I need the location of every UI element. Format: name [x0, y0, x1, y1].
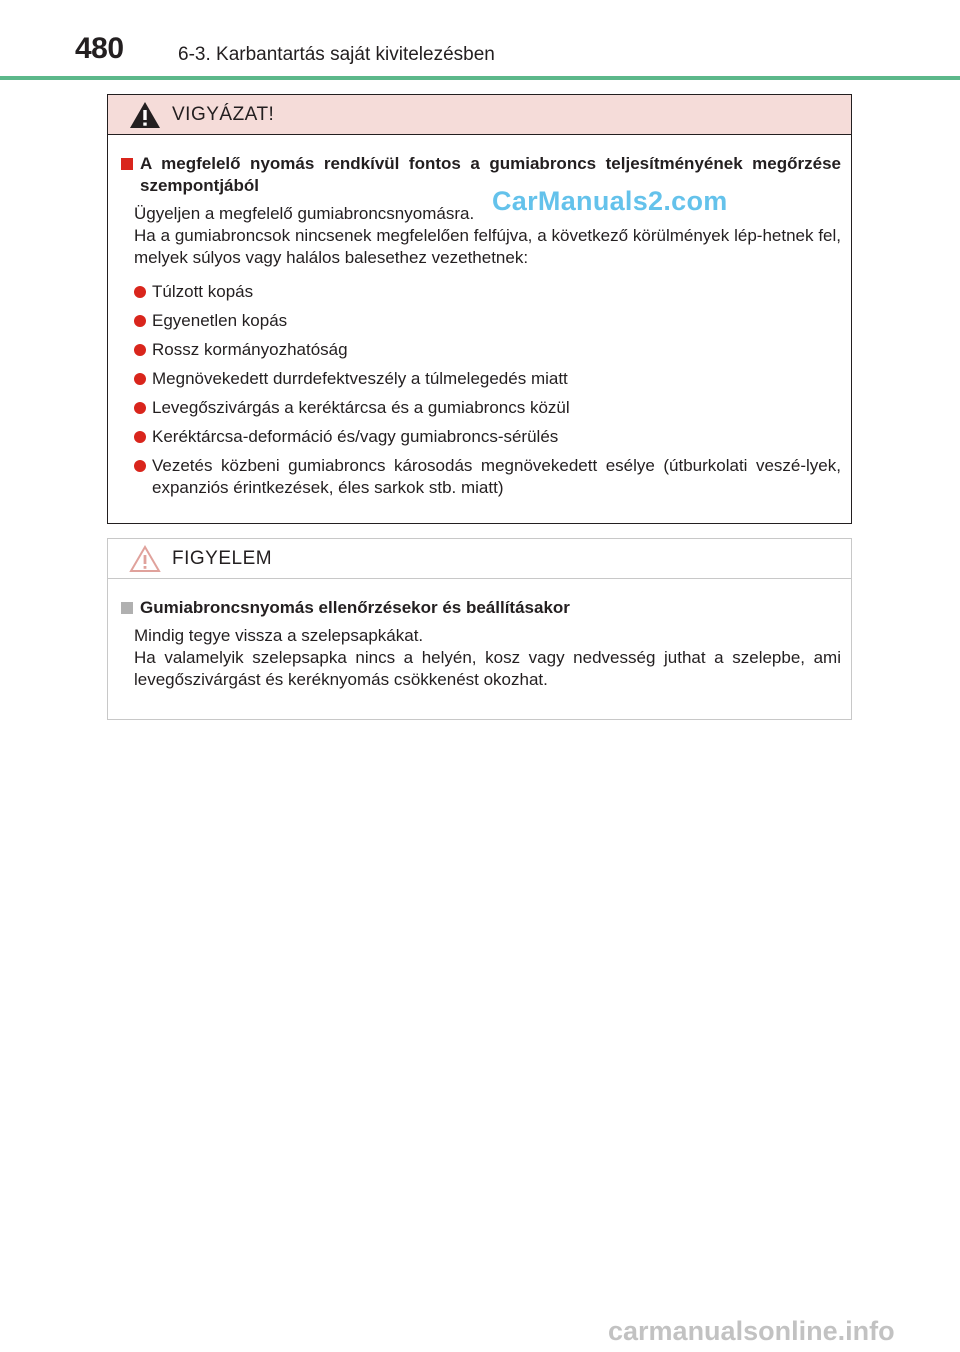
list-item: Rossz kormányozhatóság: [134, 339, 841, 361]
warning-bullet-list: [121, 281, 841, 499]
section-title: 6-3. Karbantartás saját kivitelezésben: [178, 44, 495, 65]
header-rule: [0, 76, 960, 80]
notice-title: FIGYELEM: [172, 547, 273, 569]
list-item: Levegőszivárgás a keréktárcsa és a gumiabroncs közül: [134, 397, 841, 419]
gray-square-icon: [121, 602, 133, 614]
caution-triangle-icon: [128, 544, 162, 574]
notice-paragraph: Ha valamelyik szelepsapka nincs a helyén, kosz vagy nedvesség juthat a szelepbe, ami levegőszivárgást és keréknyomás csökkenést okozhat.: [134, 648, 841, 689]
notice-paragraph: Mindig tegye vissza a szelepsapkákat.: [134, 626, 424, 645]
page-number: 480: [75, 32, 124, 65]
watermark-carmanualsonline: carmanualsonline.info: [608, 1316, 895, 1346]
list-item: Vezetés közbeni gumiabroncs károsodás megnövekedett esélye (útburkolati veszé-lyek, expanziós érintkezések, éles sarkok stb. miatt): [134, 455, 841, 499]
red-dot-icon: [134, 460, 146, 472]
list-item: Túlzott kopás: [134, 281, 841, 303]
warning-triangle-icon: [128, 100, 162, 130]
warning-title: VIGYÁZAT!: [172, 103, 275, 125]
notice-heading: [121, 597, 841, 619]
notice-heading-text: Gumiabroncsnyomás ellenőrzésekor és beállításakor: [140, 598, 570, 617]
red-dot-icon: [134, 315, 146, 327]
list-item: Egyenetlen kopás: [134, 310, 841, 332]
warning-paragraph: Ha a gumiabroncsok nincsenek megfelelően felfújva, a következő körülmények lép-hetnek fel, melyek súlyos vagy halálos balesethez vezethetnek:: [134, 226, 841, 267]
watermark-carmanuals2: CarManuals2.com: [492, 186, 728, 216]
red-dot-icon: [134, 286, 146, 298]
notice-body: [108, 579, 851, 691]
warning-heading: [121, 153, 841, 197]
red-dot-icon: [134, 431, 146, 443]
list-item: Megnövekedett durrdefektveszély a túlmelegedés miatt: [134, 368, 841, 390]
notice-box: [107, 538, 852, 720]
warning-box: [107, 94, 852, 524]
notice-header: [108, 539, 851, 579]
warning-body: [108, 135, 851, 499]
warning-heading-text: A megfelelő nyomás rendkívül fontos a gumiabroncs teljesítményének megőrzése szempontjából: [140, 154, 841, 195]
warning-header: [108, 95, 851, 135]
list-item: Keréktárcsa-deformáció és/vagy gumiabroncs-sérülés: [134, 426, 841, 448]
red-dot-icon: [134, 373, 146, 385]
warning-paragraph: Ügyeljen a megfelelő gumiabroncsnyomásra.: [134, 204, 475, 223]
red-dot-icon: [134, 344, 146, 356]
red-dot-icon: [134, 402, 146, 414]
red-square-icon: [121, 158, 133, 170]
